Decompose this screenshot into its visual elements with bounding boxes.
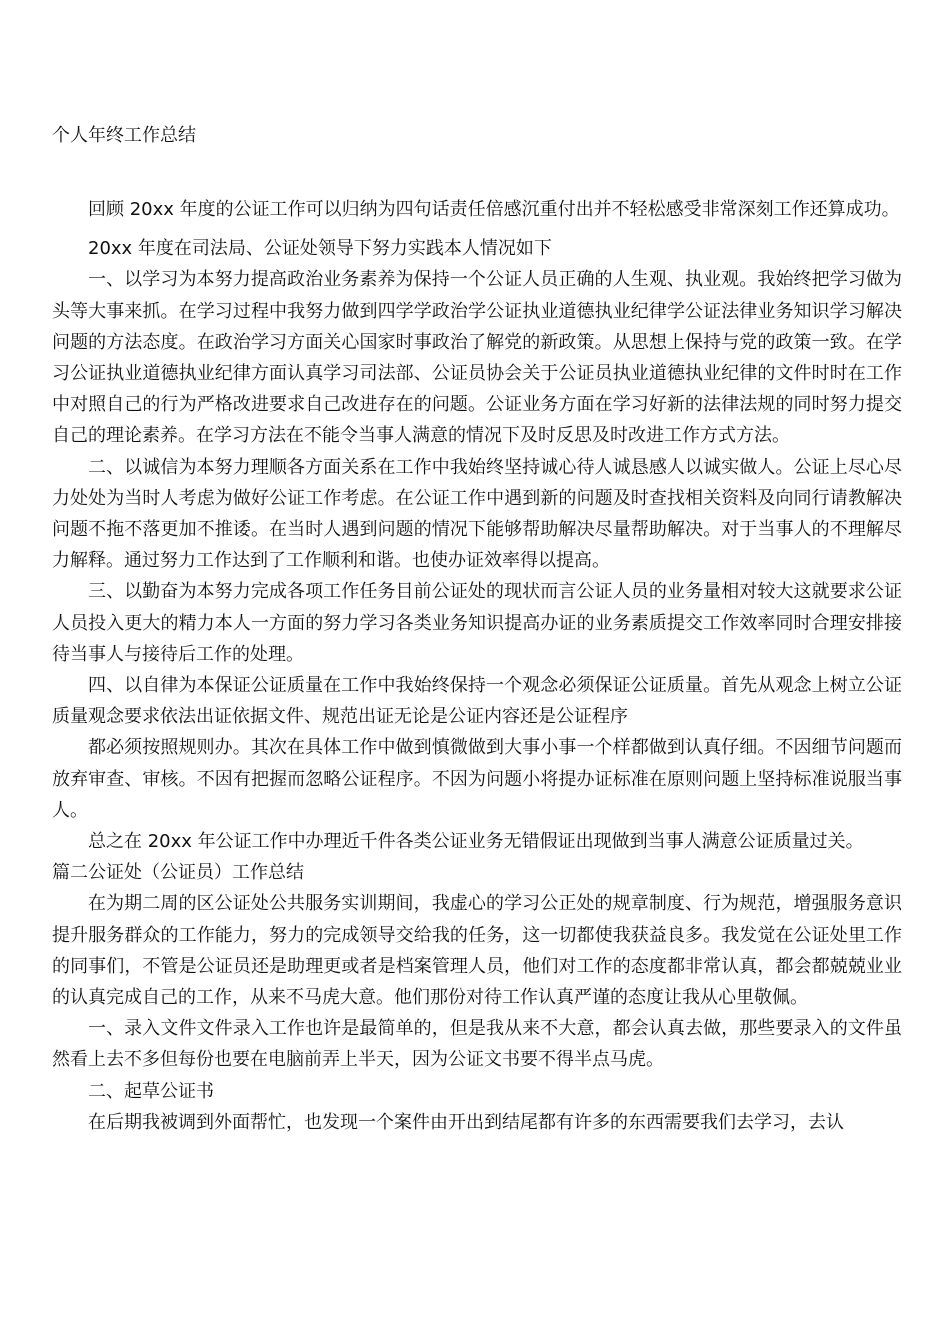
paragraph-review: 回顾 20xx 年度的公证工作可以归纳为四句话责任倍感沉重付出并不轻松感受非常深刻工作还算成功。 — [88, 199, 900, 220]
paragraph-training: 在为期二周的区公证处公共服务实训期间，我虚心的学习公正处的规章制度、行为规范，增强服务意识提升服务群众的工作能力，努力的完成领导交给我的任务，这一切都使我获益良多。我发觉在公证处里工作的同事们，不管是公证员还是助理更或者是档案管理人员，他们对工作的态度都非常认真，都会都兢兢业业的认真完成自己的工作，从来不马虎大意。他们那份对待工作认真严谨的态度让我从心里敬佩。 — [52, 893, 902, 1009]
paragraph-study: 一、以学习为本努力提高政治业务素养为保持一个公证人员正确的人生观、执业观。我始终把学习做为头等大事来抓。在学习过程中我努力做到四学学政治学公证执业道德执业纪律学公证法律业务知识学习解决问题的方法态度。在政治学习方面关心国家时事政治了解党的新政策。从思想上保持与党的政策一致。在学习公证执业道德执业纪律方面认真学习司法部、公证员协会关于公证员执业道德执业纪律的文件时时在工作中对照自己的行为严格改进要求自己改进存在的问题。公证业务方面在学习好新的法律法规的同时努力提交自己的理论素养。在学习方法在不能令当事人满意的情况下及时反思及时改进工作方式方法。 — [52, 269, 902, 447]
paragraph-discipline-continued: 都必须按照规则办。其次在具体工作中做到慎微做到大事小事一个样都做到认真仔细。不因细节问题而放弃审查、审核。不因有把握而忽略公证程序。不因为问题小将提办证标准在原则问题上坚持标准说服当事人。 — [52, 737, 902, 821]
paragraph-intro: 20xx 年度在司法局、公证处领导下努力实践本人情况如下 — [88, 238, 552, 260]
document-body — [52, 194, 902, 1138]
paragraph-integrity: 二、以诚信为本努力理顺各方面关系在工作中我始终坚持诚心待人诚恳感人以诚实做人。公证上尽心尽力处处为当时人考虑为做好公证工作考虑。在公证工作中遇到新的问题及时查找相关资料及向同行请教解决问题不拖不落更加不推诿。在当时人遇到问题的情况下能够帮助解决尽量帮助解决。对于当事人的不理解尽力解释。通过努力工作达到了工作顺利和谐。也使办证效率得以提高。 — [52, 456, 902, 572]
document-title: 个人年终工作总结 — [52, 125, 196, 146]
section-heading-part-two: 篇二公证处（公证员）工作总结 — [52, 862, 304, 884]
paragraph-discipline: 四、以自律为本保证公证质量在工作中我始终保持一个观念必须保证公证质量。首先从观念上树立公证质量观念要求依法出证依据文件、规范出证无论是公证内容还是公证程序 — [52, 675, 902, 728]
paragraph-diligence: 三、以勤奋为本努力完成各项工作任务目前公证处的现状而言公证人员的业务量相对较大这就要求公证人员投入更大的精力本人一方面的努力学习各类业务知识提高办证的业务素质提交工作效率同时合理安排接待当事人与接待后工作的处理。 — [52, 581, 902, 665]
paragraph-file-entry: 一、录入文件文件录入工作也许是最简单的，但是我从来不大意，都会认真去做，那些要录入的文件虽然看上去不多但每份也要在电脑前弄上半天，因为公证文书要不得半点马虎。 — [52, 1018, 902, 1071]
document-page — [52, 0, 902, 1344]
paragraph-later-stage: 在后期我被调到外面帮忙，也发现一个案件由开出到结尾都有许多的东西需要我们去学习，去认 — [88, 1111, 844, 1133]
subheading-drafting: 二、起草公证书 — [88, 1080, 214, 1102]
paragraph-conclusion: 总之在 20xx 年公证工作中办理近千件各类公证业务无错假证出现做到当事人满意公证质量过关。 — [88, 831, 864, 853]
